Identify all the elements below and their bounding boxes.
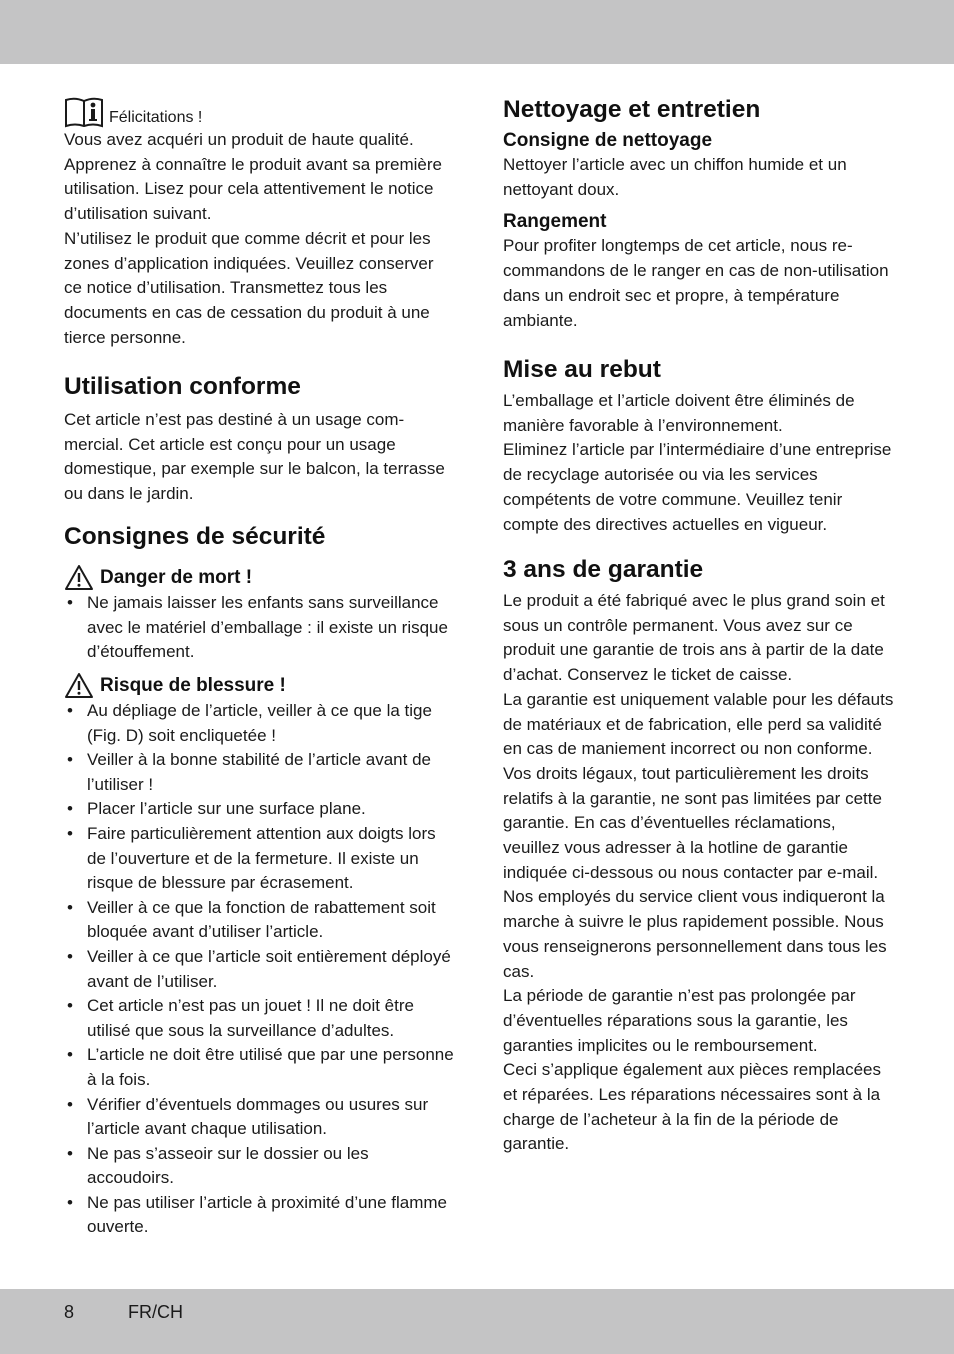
list-item: • Placer l’article sur une surface plane. (64, 797, 456, 822)
risk-title: Risque de blessure ! (100, 674, 286, 696)
warranty-text-3: La période de garantie n’est pas prolongée par d’éventuelles réparations sous la garantie, les garanties implicites ou le remboursement. (503, 986, 856, 1055)
warranty-title: 3 ans de garantie (503, 556, 704, 583)
use-text: Cet article n’est pas destiné à un usage commercial. Cet article est conçu pour un usage domestique, par exemple sur le balcon, la terrasse ou dans le jardin. (64, 410, 445, 504)
warranty-text-1: Le produit a été fabriqué avec le plus grand soin et sous un contrôle permanent. Vous avez sur ce produit une garantie de trois ans à partir de la date d’achat. Conservez le ticket de caisse. (503, 591, 885, 685)
disposal-title: Mise au rebut (503, 356, 661, 383)
list-item: • Veiller à ce que l’article soit entièrement déployé avant de l’utiliser. (64, 945, 456, 994)
header-band (0, 0, 954, 64)
safety-title: Consignes de sécurité (64, 523, 326, 550)
list-item: • Ne pas utiliser l’article à proximité d’une flamme ouverte. (64, 1191, 456, 1240)
danger-title: Danger de mort ! (100, 566, 253, 588)
locale-label: FR/CH (128, 1302, 183, 1322)
warranty-text-2: La garantie est uniquement valable pour les défauts de matériaux et de fabrication, elle perd sa validité en cas de maniement incorrect ou non conforme. Vos droits légaux, tout particulièrement les droits relatifs à la garantie, ne sont pas limitées par cette garantie. En cas d’éventuelles réclamations, veuillez vous adresser à la hotline de garantie indiquée ci-dessous ou nous contacter par e-mail. Nos employés du service client vous indiqueront la marche à suivre le plus rapidement possible. Nous vous renseignerons personnellement dans tous les cas. (503, 689, 894, 981)
clean-title: Nettoyage et entretien (503, 96, 761, 123)
warning-icon (64, 564, 94, 591)
intro-text-2: N’utilisez le produit que comme décrit et pour les zones d’application indiquées. Veuillez conserver ce notice d’utilisation. Transmettez tous les documents en cas de cessation du produit à une tierce personne. (64, 228, 434, 347)
danger-list (64, 591, 456, 665)
intro-text: Vous avez acquéri un produit de haute qualité. Apprenez à connaître le produit avant sa première utilisation. Lisez pour cela attentivement le notice d’utilisation suivant. (64, 130, 443, 224)
intro-title: Félicitations ! (109, 109, 203, 126)
list-item: • L’article ne doit être utilisé que par une personne à la fois. (64, 1043, 456, 1092)
page-number: 8 (64, 1302, 75, 1322)
list-item: • Veiller à ce que la fonction de rabattement soit bloquée avant d’utiliser l’article. (64, 896, 456, 945)
risk-list (64, 699, 456, 1240)
disposal-text-2: Eliminez l’article par l’intermédiaire d’une entreprise de recyclage autorisée ou via les services compétents de votre commune. Veuillez tenir compte des directives actuelles en vigueur. (503, 440, 892, 534)
warranty-text-4: Ceci s’applique également aux pièces remplacées et réparées. Les réparations nécessaires sont à la charge de l’acheteur à la fin de la période de garantie. (503, 1060, 881, 1154)
list-item: • Vérifier d’éventuels dommages ou usures sur l’article avant chaque utilisation. (64, 1093, 456, 1142)
risk-heading (64, 672, 456, 699)
clean-text: Nettoyer l’article avec un chiffon humide et un nettoyant doux. (503, 155, 847, 199)
warning-icon (64, 672, 94, 699)
list-item: • Ne pas s’asseoir sur le dossier ou les accoudoirs. (64, 1142, 456, 1191)
info-manual-icon (64, 96, 104, 128)
clean-subtitle: Consigne de nettoyage (503, 130, 713, 151)
storage-text: Pour profiter longtemps de cet article, nous recommandons de le ranger en cas de non-utilisation dans un endroit sec et propre, à température ambiante. (503, 236, 889, 330)
disposal-text: L’emballage et l’article doivent être éliminés de manière favorable à l’environnement. (503, 391, 855, 435)
list-item: • Ne jamais laisser les enfants sans surveillance avec le matériel d’emballage : il existe un risque d’étouffement. (64, 591, 456, 665)
storage-subtitle: Rangement (503, 211, 607, 233)
list-item: • Cet article n’est pas un jouet ! Il ne doit être utilisé que sous la surveillance d’adultes. (64, 994, 456, 1043)
list-item: • Faire particulièrement attention aux doigts lors de l’ouverture et de la fermeture. Il existe un risque de blessure par écrasement. (64, 822, 456, 896)
intro-heading (64, 96, 456, 128)
danger-heading (64, 564, 456, 591)
list-item: • Veiller à la bonne stabilité de l’article avant de l’utiliser ! (64, 748, 456, 797)
list-item: • Au dépliage de l’article, veiller à ce que la tige (Fig. D) soit encliquetée ! (64, 699, 456, 748)
use-title: Utilisation conforme (64, 373, 301, 400)
